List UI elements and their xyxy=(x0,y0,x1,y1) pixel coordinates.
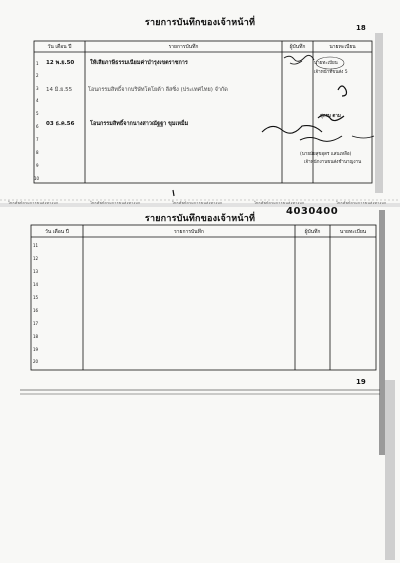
row-number: 16 xyxy=(33,308,39,313)
entry-text: ให้เสียภาษีธรรมเนียมค่าบำรุงเขตราชการ xyxy=(90,60,188,66)
top-header-date: วัน เดือน ปี xyxy=(47,44,72,50)
stamp-text: สุกรม ตาม xyxy=(320,114,341,119)
row-number: 11 xyxy=(33,243,39,248)
top-page-number: 18 xyxy=(356,24,366,32)
row-number: 6 xyxy=(36,124,39,129)
bottom-section-title: รายการบันทึกของเจ้าหน้าที่ xyxy=(144,214,256,224)
row-number: 2 xyxy=(36,73,39,78)
row-number: 19 xyxy=(33,347,39,352)
strip-text: โทรศัพท์กรมการขนส่งทางบก xyxy=(336,201,387,205)
strip-text: โทรศัพท์กรมการขนส่งทางบก xyxy=(90,201,141,205)
bottom-header-record: รายการบันทึก xyxy=(174,229,204,235)
signer-name: (นายมัยสุขอุดร แสนเหลือ) xyxy=(300,152,352,157)
top-section-title: รายการบันทึกของเจ้าหน้าที่ xyxy=(144,18,256,28)
signer-title: เจ้าพนักงานขนส่งชำนาญงาน xyxy=(304,160,362,165)
row-number: 4 xyxy=(36,98,39,103)
row-number: 12 xyxy=(33,256,39,261)
row-number: 5 xyxy=(36,111,39,116)
entry-date: 03 ธ.ค.56 xyxy=(46,121,75,127)
bottom-header-date: วัน เดือน ปี xyxy=(45,229,69,235)
row-number: 18 xyxy=(33,334,39,339)
entry-date: 12 พ.ย.50 xyxy=(46,60,75,66)
row-number: 13 xyxy=(33,269,39,274)
top-header-registrar: นายทะเบียน xyxy=(329,44,356,50)
row-number: 10 xyxy=(34,176,40,181)
entry-text: โอนกรรมสิทธิ์จากนางสาวณัฐฐา ขุมเหม็ม xyxy=(90,121,189,127)
strip-text: โทรศัพท์กรมการขนส่งทางบก xyxy=(8,201,59,205)
entry-text: โอนกรรมสิทธิ์จากบริษัทโตโยต้า ลีสซิ่ง (ประเทศไทย) จำกัด xyxy=(88,87,228,93)
row-number: 8 xyxy=(36,150,39,155)
row-number: 17 xyxy=(33,321,39,326)
row-number: 1 xyxy=(36,61,39,66)
row-number: 20 xyxy=(33,359,39,364)
stamp-number: 4030400 xyxy=(286,206,339,217)
registrar-note: เจ้าหน้าที่ขนส่ง 5 xyxy=(314,70,348,75)
bottom-header-registrar: นายทะเบียน xyxy=(339,229,367,235)
registrar-note: นายทะเบียน xyxy=(314,61,338,66)
row-number: 9 xyxy=(36,163,39,168)
strip-text: โทรศัพท์กรมการขนส่งทางบก xyxy=(172,201,223,205)
bottom-page-number: 19 xyxy=(356,378,366,386)
top-header-record: รายการบันทึก xyxy=(168,44,199,50)
strip-text: โทรศัพท์กรมการขนส่งทางบก xyxy=(254,201,305,205)
entry-date: 14 มิ.ย.55 xyxy=(46,87,73,93)
row-number: 15 xyxy=(33,295,39,300)
row-number: 7 xyxy=(36,137,39,142)
top-header-recorder: ผู้บันทึก xyxy=(289,44,306,50)
row-number: 14 xyxy=(33,282,39,287)
bottom-header-recorder: ผู้บันทึก xyxy=(304,229,321,235)
row-number: 3 xyxy=(36,86,39,91)
